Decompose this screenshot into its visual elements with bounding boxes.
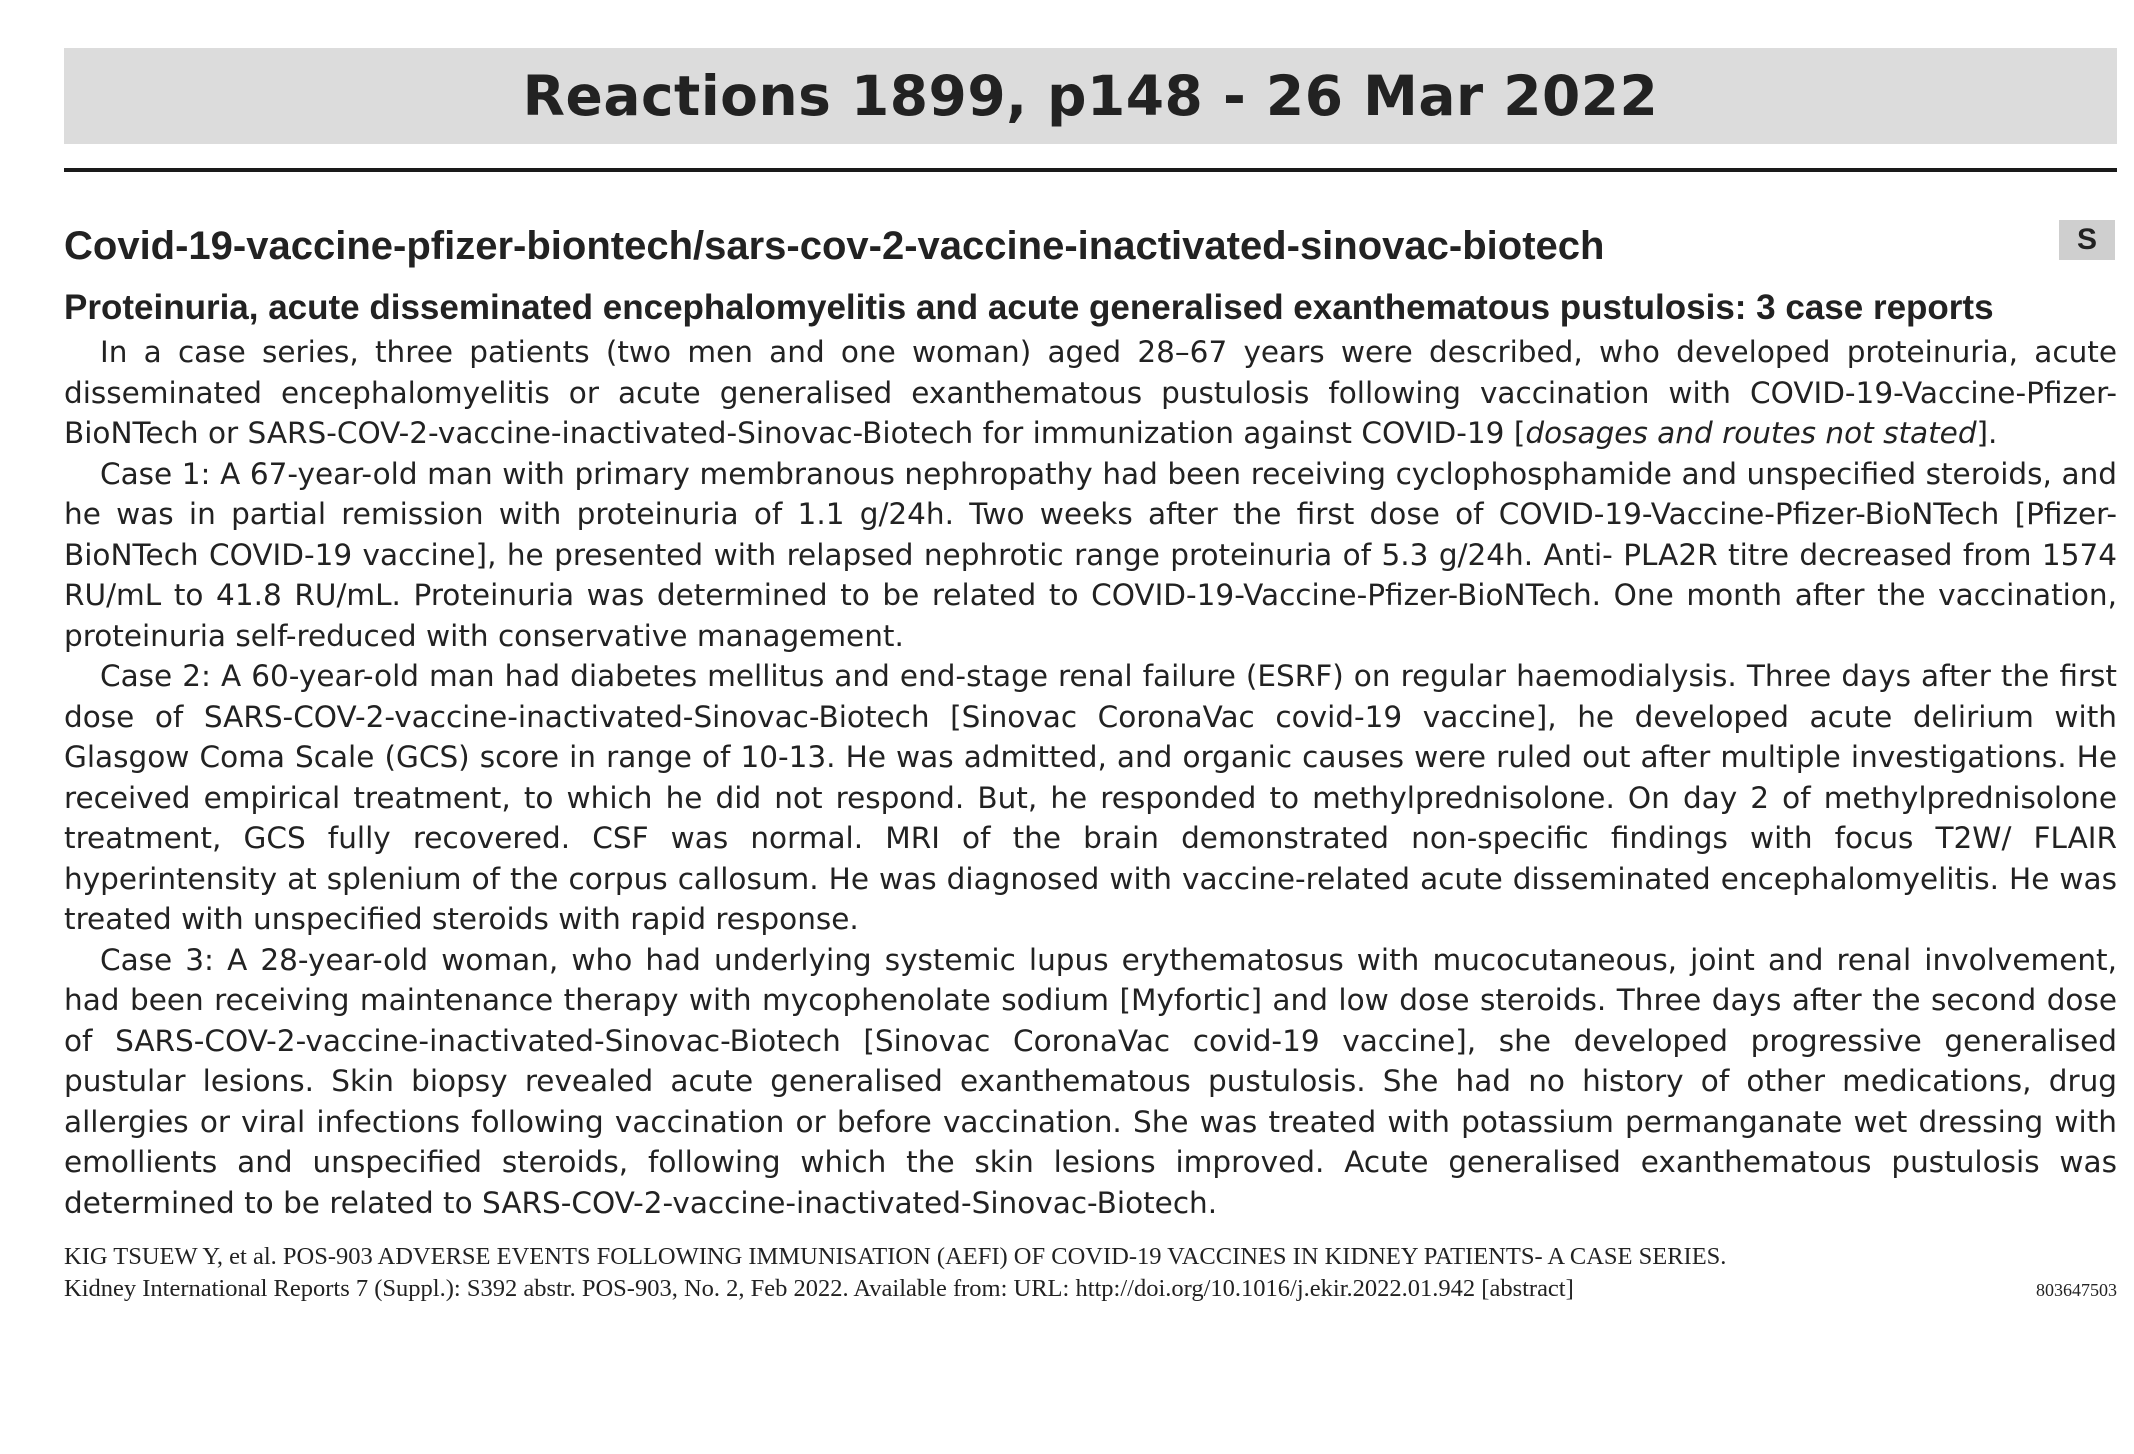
- seriousness-badge: S: [2059, 220, 2115, 260]
- case3-paragraph: Case 3: A 28-year-old woman, who had underlying systemic lupus erythematosus with mucocutaneous, joint and renal involvement, had been receiving maintenance therapy with mycophenolate sodium [Myfortic] and low dose steroids. Three days after the second dose of SARS-COV-2-vaccine-inactivated-Sinovac-Biotech [Sinovac CoronaVac covid-19 vaccine], she developed progressive generalised pustular lesions. Skin biopsy revealed acute generalised exanthematous pustulosis. She had no history of other medications, drug allergies or viral infections following vaccination or before vaccination. She was treated with potassium permanganate wet dressing with emollients and unspecified steroids, following which the skin lesions improved. Acute generalised exanthematous pustulosis was determined to be related to SARS-COV-2-vaccine-inactivated-Sinovac-Biotech.: [64, 942, 2117, 1220]
- case1-paragraph: Case 1: A 67-year-old man with primary membranous nephropathy had been receiving cyclophosphamide and unspecified steroids, and he was in partial remission with proteinuria of 1.1 g/24h. Two weeks after the first dose of COVID-19-Vaccine-Pfizer-BioNTech [Pfizer-BioNTech COVID-19 vaccine], he presented with relapsed nephrotic range proteinuria of 5.3 g/24h. Anti- PLA2R titre decreased from 1574 RU/mL to 41.8 RU/mL. Proteinuria was determined to be related to COVID-19-Vaccine-Pfizer-BioNTech. One month after the vaccination, proteinuria self-reduced with conservative management.: [64, 456, 2117, 653]
- intro-text: In a case series, three patients (two men and one woman) aged 28–67 years were described, who developed proteinuria, acute disseminated encephalomyelitis or acute generalised exanthematous pustulosis following vaccination with COVID-19-Vaccine-Pfizer-BioNTech or SARS-COV-2-vaccine-inactivated-Sinovac-Biotech for immunization against COVID-19 [: [64, 335, 2117, 450]
- header-rule: [64, 168, 2117, 172]
- citation-line-2-row: [64, 1273, 2117, 1306]
- drug-title: Covid-19-vaccine-pfizer-biontech/sars-cov-2-vaccine-inactivated-sinovac-biotech: [64, 224, 1605, 268]
- article-body: [64, 332, 2117, 1223]
- article-subtitle: Proteinuria, acute disseminated encephalomyelitis and acute generalised exanthematous pustulosis: 3 case reports: [64, 288, 1994, 327]
- intro-end: ].: [1976, 416, 1998, 450]
- drug-title-row: [64, 220, 2117, 272]
- case2-paragraph: Case 2: A 60-year-old man had diabetes mellitus and end-stage renal failure (ESRF) on regular haemodialysis. Three days after the first dose of SARS-COV-2-vaccine-inactivated-Sinovac-Biotech [Sinovac CoronaVac covid-19 vaccine], he developed acute delirium with Glasgow Coma Scale (GCS) score in range of 10-13. He was admitted, and organic causes were ruled out after multiple investigations. He received empirical treatment, to which he did not respond. But, he responded to methylprednisolone. On day 2 of methylprednisolone treatment, GCS fully recovered. CSF was normal. MRI of the brain demonstrated non-specific findings with focus T2W/ FLAIR hyperintensity at splenium of the corpus callosum. He was diagnosed with vaccine-related acute disseminated encephalomyelitis. He was treated with unspecified steroids with rapid response.: [64, 659, 2117, 936]
- header-title: Reactions 1899, p148 - 26 Mar 2022: [522, 64, 1659, 128]
- header-bar: [64, 48, 2117, 144]
- document-page: [64, 48, 2117, 1306]
- intro-italic: dosages and routes not stated: [1525, 416, 1977, 450]
- document-id: 803647503: [2036, 1280, 2117, 1300]
- citation: [64, 1241, 2117, 1306]
- citation-line-1: KIG TSUEW Y, et al. POS-903 ADVERSE EVENTS FOLLOWING IMMUNISATION (AEFI) OF COVID-19 VACCINES IN KIDNEY PATIENTS- A CASE SERIES.: [64, 1243, 1727, 1270]
- intro-paragraph: [64, 332, 2117, 454]
- citation-line-2: Kidney International Reports 7 (Suppl.): S392 abstr. POS-903, No. 2, Feb 2022. Available from: URL: http://doi.org/10.1016/j.ekir.2022.01.942 [abstract]: [64, 1275, 1574, 1302]
